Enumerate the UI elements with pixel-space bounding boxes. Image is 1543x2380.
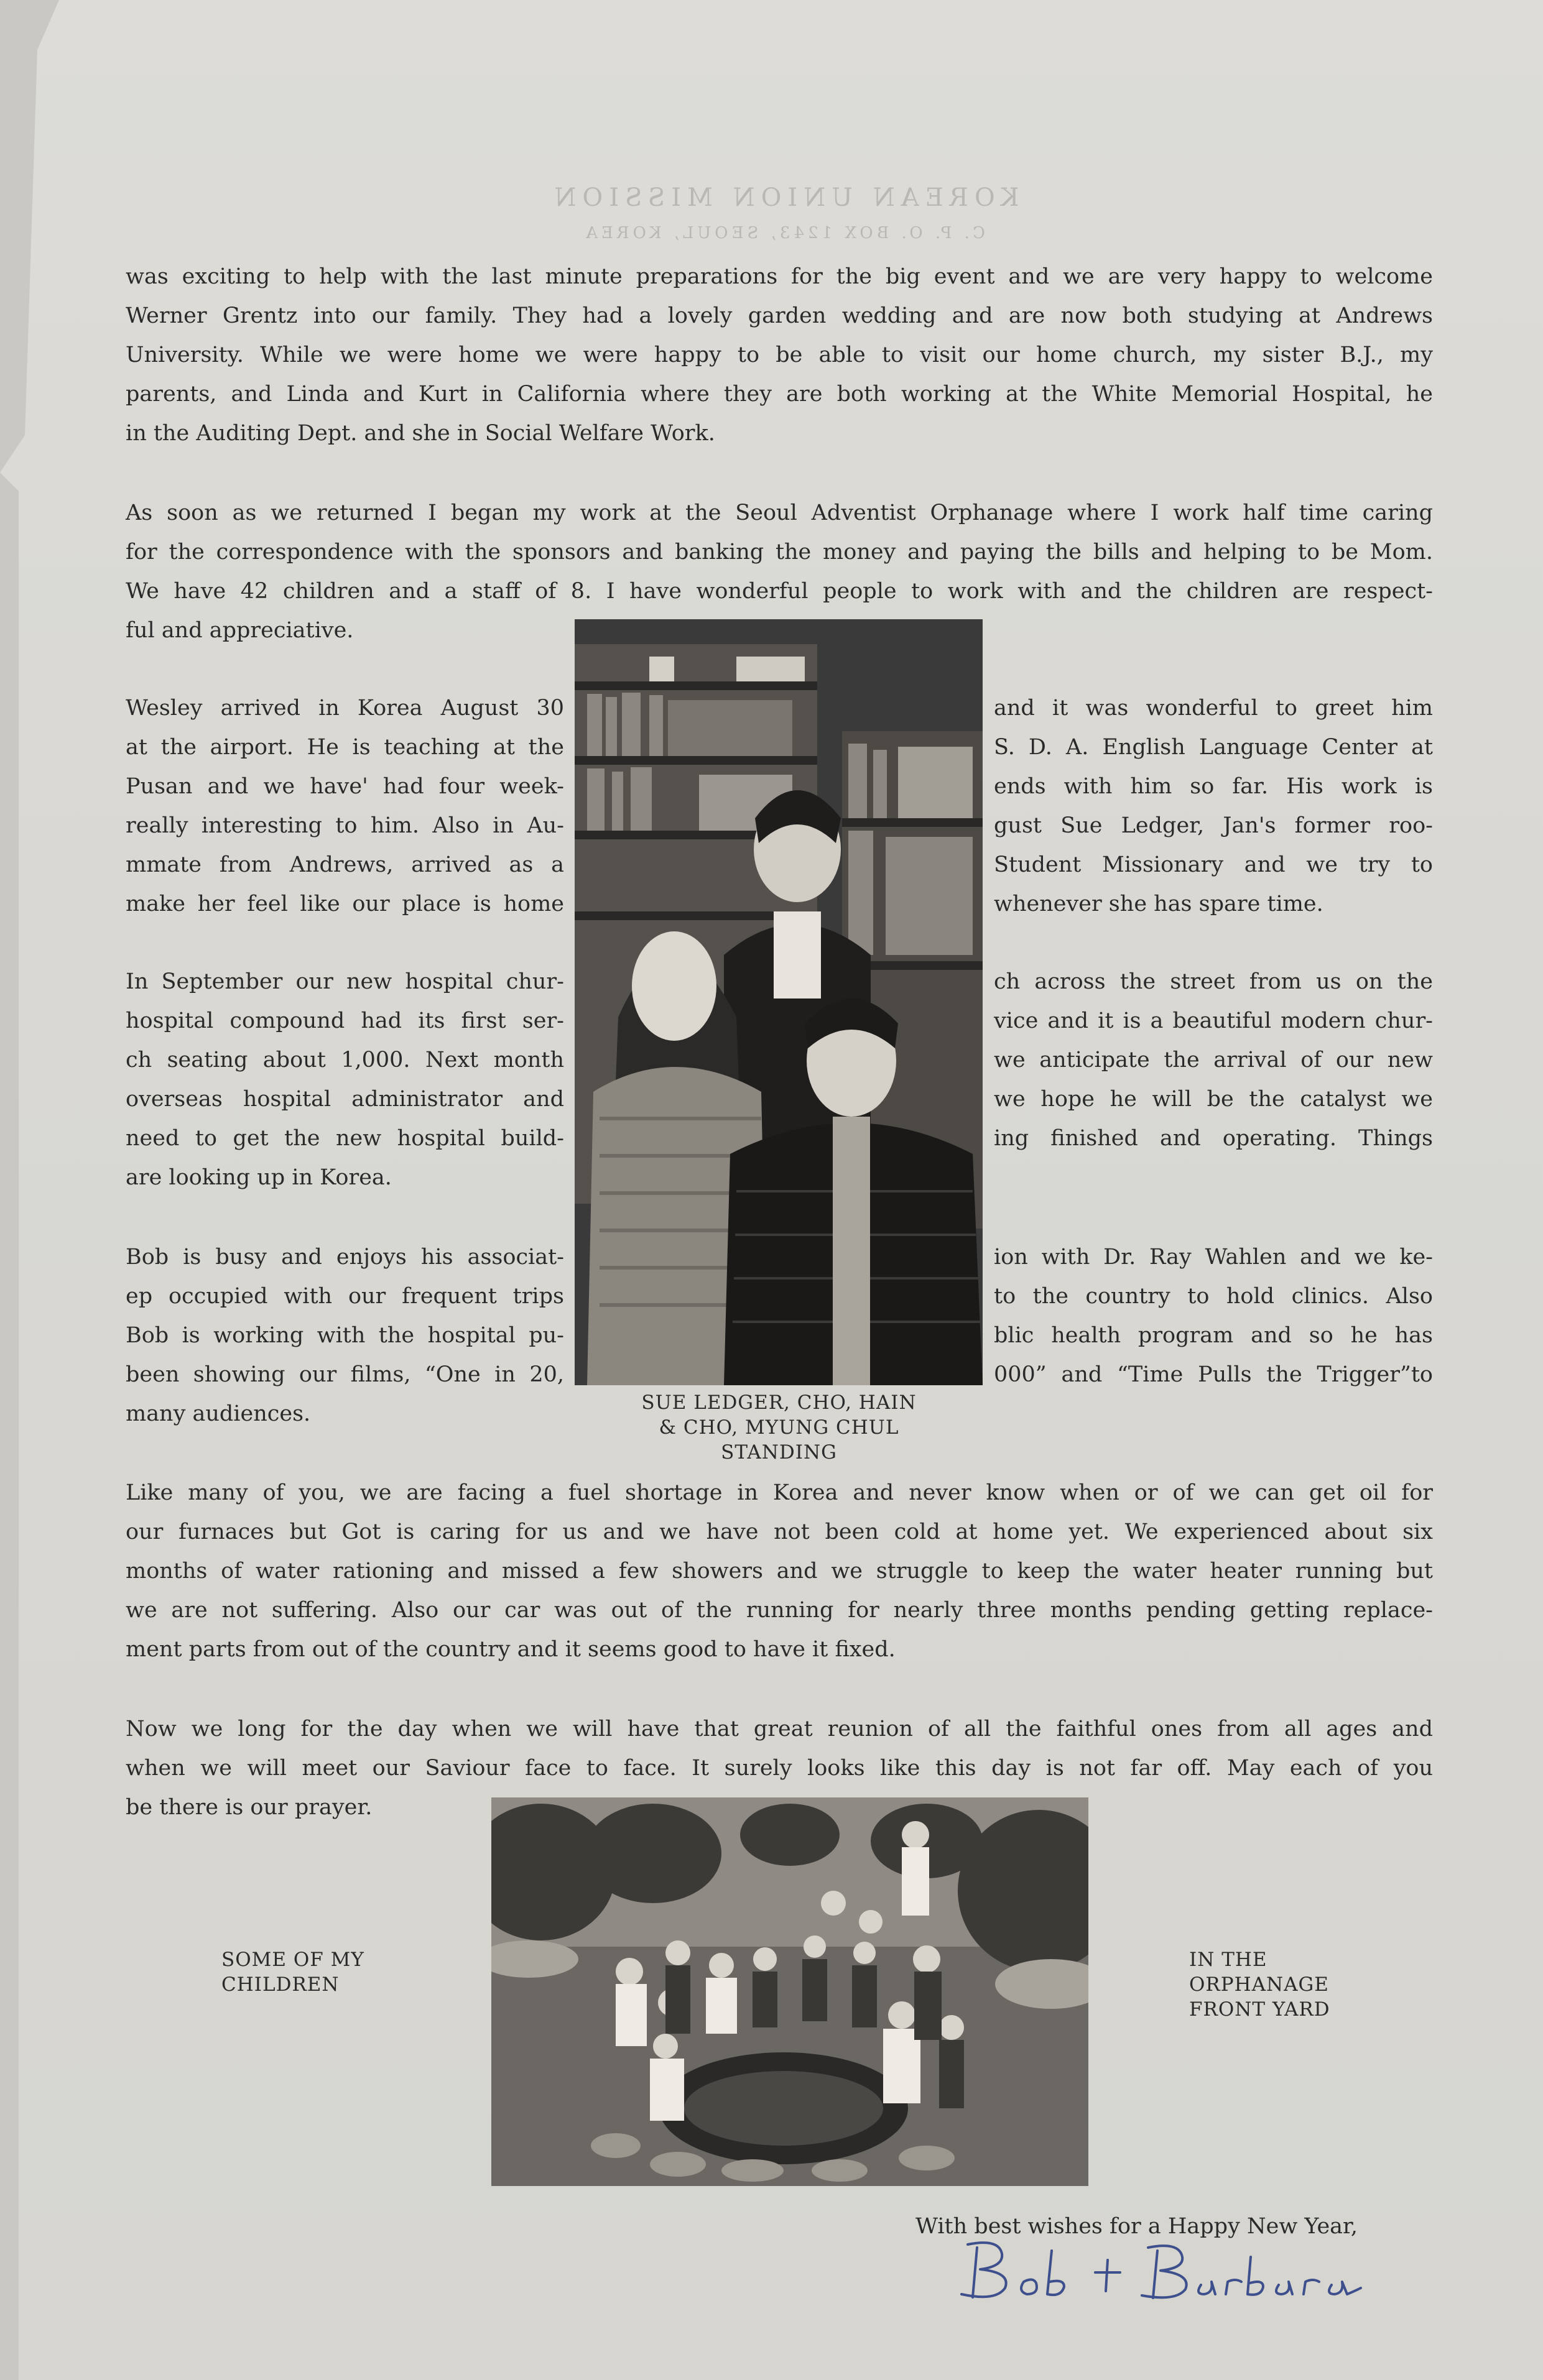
text-line: been showing our films, “One in 20,	[126, 1362, 564, 1387]
text-line: was exciting to help with the last minute preparations for the big event and we are very happy to welcome	[126, 264, 1433, 289]
text-line: ch seating about 1,000. Next month	[126, 1048, 564, 1072]
text-line: Like many of you, we are facing a fuel shortage in Korea and never know when or of we can get oil for	[126, 1480, 1433, 1505]
text-line: hospital compound had its first ser-	[126, 1008, 564, 1033]
photo-sue-ledger-cho	[575, 619, 983, 1385]
text-line: University. While we were home we were happy to be able to visit our home church, my sister B.J., my	[126, 343, 1433, 367]
paragraph-fuel-shortage	[126, 1474, 1433, 1669]
text-line: blic health program and so he has	[994, 1323, 1433, 1348]
text-line: Student Missionary and we try to	[994, 852, 1433, 877]
photo-children-front-yard	[491, 1797, 1088, 2186]
text-line: In September our new hospital chur-	[126, 969, 564, 994]
caption-line: IN THE	[1189, 1949, 1267, 1971]
photo-orphanage-children	[491, 1797, 1088, 2186]
paragraph-wesley-left	[126, 689, 564, 924]
photo1-caption	[613, 1390, 945, 1465]
paragraph-bob-right	[994, 1238, 1433, 1395]
text-line: As soon as we returned I began my work at the Seoul Adventist Orphanage where I work half time caring	[126, 500, 1433, 525]
handwritten-signature	[943, 2232, 1378, 2307]
caption-line: & CHO, MYUNG CHUL	[659, 1416, 899, 1439]
caption-line: ORPHANAGE	[1189, 1973, 1329, 1996]
text-line: we anticipate the arrival of our new	[994, 1048, 1433, 1072]
paragraph-wedding	[126, 257, 1433, 453]
paragraph-wesley-right	[994, 689, 1433, 924]
text-line: ful and appreciative.	[126, 618, 354, 643]
paragraph-hospital-left	[126, 962, 564, 1197]
caption-line: SOME OF MY	[221, 1949, 364, 1971]
text-line: ing finished and operating. Things	[994, 1126, 1433, 1151]
text-line: many audiences.	[126, 1401, 311, 1426]
text-line: ch across the street from us on the	[994, 969, 1433, 994]
text-line: make her feel like our place is home	[126, 892, 564, 916]
text-line: our furnaces but Got is caring for us and we have not been cold at home yet. We experienced about six	[126, 1520, 1433, 1544]
text-line: Pusan and we have' had four week-	[126, 774, 564, 799]
text-line: Werner Grentz into our family. They had a lovely garden wedding and are now both studying at Andrews	[126, 303, 1433, 328]
text-line: to the country to hold clinics. Also	[994, 1284, 1433, 1309]
text-line: overseas hospital administrator and	[126, 1087, 564, 1112]
text-line: S. D. A. English Language Center at	[994, 735, 1433, 760]
paragraph-hospital-right	[994, 962, 1433, 1158]
text-line: are looking up in Korea.	[126, 1165, 392, 1190]
text-line: ends with him so far. His work is	[994, 774, 1433, 799]
text-line: months of water rationing and missed a few showers and we struggle to keep the water heater running but	[126, 1559, 1433, 1584]
text-line: Wesley arrived in Korea August 30	[126, 696, 564, 721]
text-line: need to get the new hospital build-	[126, 1126, 564, 1151]
photo2-caption-left	[221, 1947, 377, 1997]
text-line: ment parts from out of the country and it seems good to have it fixed.	[126, 1637, 896, 1662]
caption-line: SUE LEDGER, CHO, HAIN	[641, 1391, 917, 1414]
text-line: mmate from Andrews, arrived as a	[126, 852, 564, 877]
text-line: parents, and Linda and Kurt in California where they are both working at the White Memorial Hospital, he	[126, 382, 1433, 407]
text-line: and it was wonderful to greet him	[994, 696, 1433, 721]
text-line: Bob is working with the hospital pu-	[126, 1323, 564, 1348]
caption-line: STANDING	[721, 1441, 837, 1464]
text-line: when we will meet our Saviour face to face. It surely looks like this day is not far off. May each of you	[126, 1756, 1433, 1781]
closing-line: With best wishes for a Happy New Year,	[915, 2214, 1358, 2239]
letterhead-address-bleed-through: C. P. O. BOX 1243, SEOUL, KOREA	[582, 224, 985, 242]
text-line: 000” and “Time Pulls the Trigger”to	[994, 1362, 1433, 1387]
text-line: We have 42 children and a staff of 8. I have wonderful people to work with and the children are respect-	[126, 579, 1433, 604]
paragraph-bob-left	[126, 1238, 564, 1434]
text-line: we hope he will be the catalyst we	[994, 1087, 1433, 1112]
text-line: be there is our prayer.	[126, 1795, 373, 1820]
text-line: at the airport. He is teaching at the	[126, 735, 564, 760]
text-line: in the Auditing Dept. and she in Social Welfare Work.	[126, 421, 715, 446]
text-line: ion with Dr. Ray Wahlen and we ke-	[994, 1245, 1433, 1270]
letterhead-bleed-through: KOREAN UNION MISSION	[548, 183, 1019, 212]
text-line: Bob is busy and enjoys his associat-	[126, 1245, 564, 1270]
text-line: gust Sue Ledger, Jan's former roo-	[994, 813, 1433, 838]
caption-line: FRONT YARD	[1189, 1998, 1330, 2021]
text-line: whenever she has spare time.	[994, 892, 1323, 916]
caption-line: CHILDREN	[221, 1973, 340, 1996]
text-line: ep occupied with our frequent trips	[126, 1284, 564, 1309]
photo2-caption-right	[1189, 1947, 1376, 2022]
text-line: vice and it is a beautiful modern chur-	[994, 1008, 1433, 1033]
photo-people-bookshelf	[575, 619, 983, 1385]
text-line: Now we long for the day when we will have that great reunion of all the faithful ones from all ages and	[126, 1717, 1433, 1741]
text-line: really interesting to him. Also in Au-	[126, 813, 564, 838]
text-line: for the correspondence with the sponsors and banking the money and paying the bills and helping to be Mom.	[126, 540, 1433, 565]
text-line: we are not suffering. Also our car was out of the running for nearly three months pending getting replace-	[126, 1598, 1433, 1623]
